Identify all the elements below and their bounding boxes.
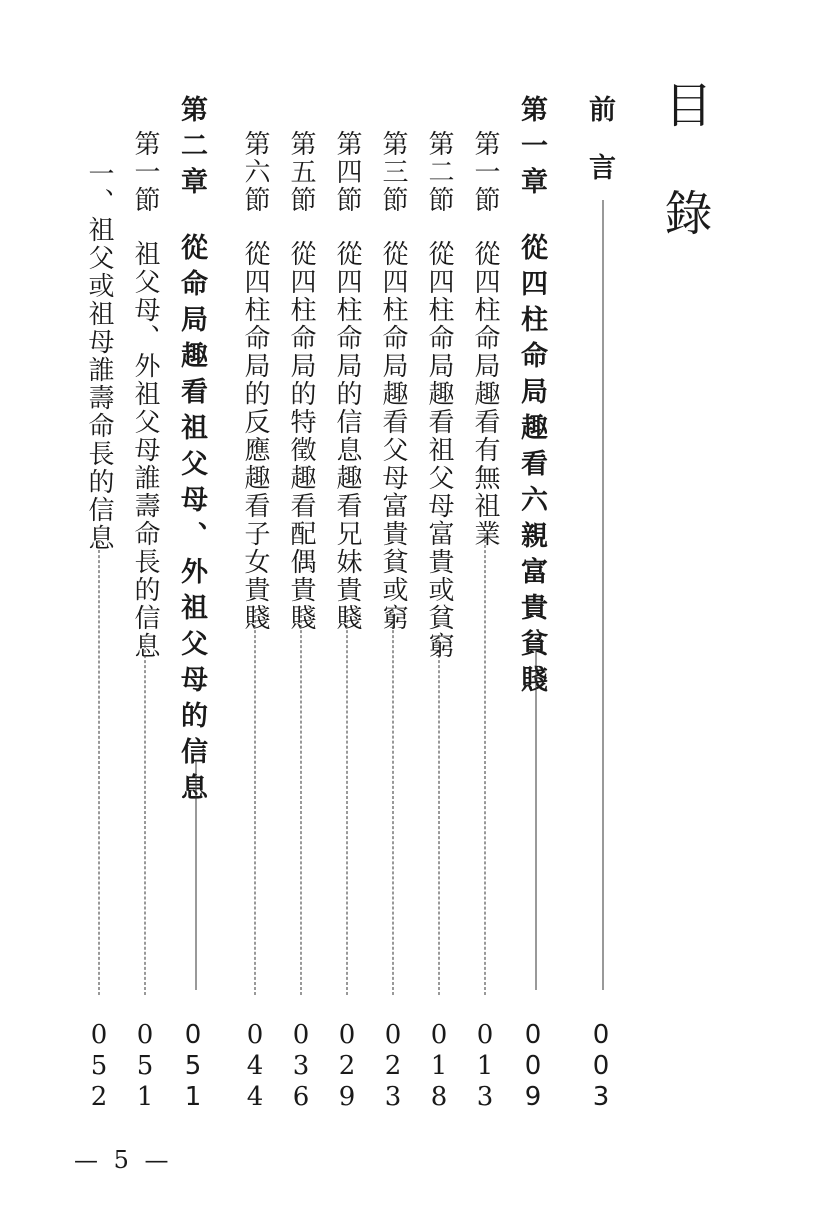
toc-entry-subsection-1[interactable] xyxy=(86,160,112,552)
leader-line xyxy=(99,540,100,995)
entry-heading: 從四柱命局的反應趣看子女貴賤 xyxy=(240,240,270,632)
entry-label: 第二章 xyxy=(176,95,207,203)
entry-heading: 祖父或祖母誰壽命長的信息 xyxy=(84,216,114,552)
page-number: 044 xyxy=(240,1020,270,1113)
toc-entry-section-1-3[interactable] xyxy=(380,130,406,632)
page-number: 018 xyxy=(424,1020,454,1113)
page-number: 051 xyxy=(178,1020,208,1113)
entry-label: 第三節 xyxy=(378,130,408,214)
entry-label: 一、 xyxy=(84,160,114,216)
toc-entry-section-1-5[interactable] xyxy=(288,130,314,632)
leader-line xyxy=(485,535,486,995)
folio-page-number: — 5 — xyxy=(74,1146,173,1174)
page-title: 目錄 xyxy=(656,80,712,296)
page-number: 052 xyxy=(84,1020,114,1113)
page-number: 029 xyxy=(332,1020,362,1113)
toc-entry-section-1-4[interactable] xyxy=(334,130,360,632)
entry-label: 第五節 xyxy=(286,130,316,214)
entry-heading: 從四柱命局趣看六親富貴貧賤 xyxy=(516,233,547,701)
entry-heading: 從四柱命局的特徵趣看配偶貴賤 xyxy=(286,240,316,632)
toc-entry-section-2-1[interactable] xyxy=(132,130,158,660)
toc-entry-chapter-2[interactable] xyxy=(178,95,205,809)
toc-entry-section-1-6[interactable] xyxy=(242,130,268,632)
entry-label: 第四節 xyxy=(332,130,362,214)
page-number: 009 xyxy=(518,1020,548,1113)
entry-heading: 從四柱命局的信息趣看兄妹貴賤 xyxy=(332,240,362,632)
entry-heading: 從命局趣看祖父母、外祖父母的信息 xyxy=(176,233,207,809)
leader-line xyxy=(347,610,348,995)
leader-line xyxy=(439,635,440,995)
entry-label: 第一章 xyxy=(516,95,547,203)
entry-label: 第二節 xyxy=(424,130,454,214)
toc-entry-preface[interactable] xyxy=(586,95,613,182)
toc-entry-section-1-1[interactable] xyxy=(472,130,498,548)
leader-line xyxy=(393,610,394,995)
entry-label: 前 言 xyxy=(584,95,615,182)
entry-label: 第六節 xyxy=(240,130,270,214)
leader-line xyxy=(603,200,604,990)
entry-heading: 從四柱命局趣看祖父母富貴或貧窮 xyxy=(424,240,454,660)
page-number: 051 xyxy=(130,1020,160,1113)
toc-entry-chapter-1[interactable] xyxy=(518,95,545,701)
leader-line xyxy=(255,610,256,995)
page-number: 023 xyxy=(378,1020,408,1113)
toc-entry-section-1-2[interactable] xyxy=(426,130,452,660)
entry-heading: 從四柱命局趣看有無祖業 xyxy=(470,240,500,548)
leader-line xyxy=(196,760,197,990)
entry-heading: 祖父母、外祖父母誰壽命長的信息 xyxy=(130,240,160,660)
leader-line xyxy=(301,610,302,995)
entry-label: 第一節 xyxy=(470,130,500,214)
leader-line xyxy=(536,650,537,990)
entry-label: 第一節 xyxy=(130,130,160,214)
entry-heading: 從四柱命局趣看父母富貴貧或窮 xyxy=(378,240,408,632)
leader-line xyxy=(145,640,146,995)
page-number: 036 xyxy=(286,1020,316,1113)
page-number: 013 xyxy=(470,1020,500,1113)
page-number: 003 xyxy=(586,1020,616,1113)
